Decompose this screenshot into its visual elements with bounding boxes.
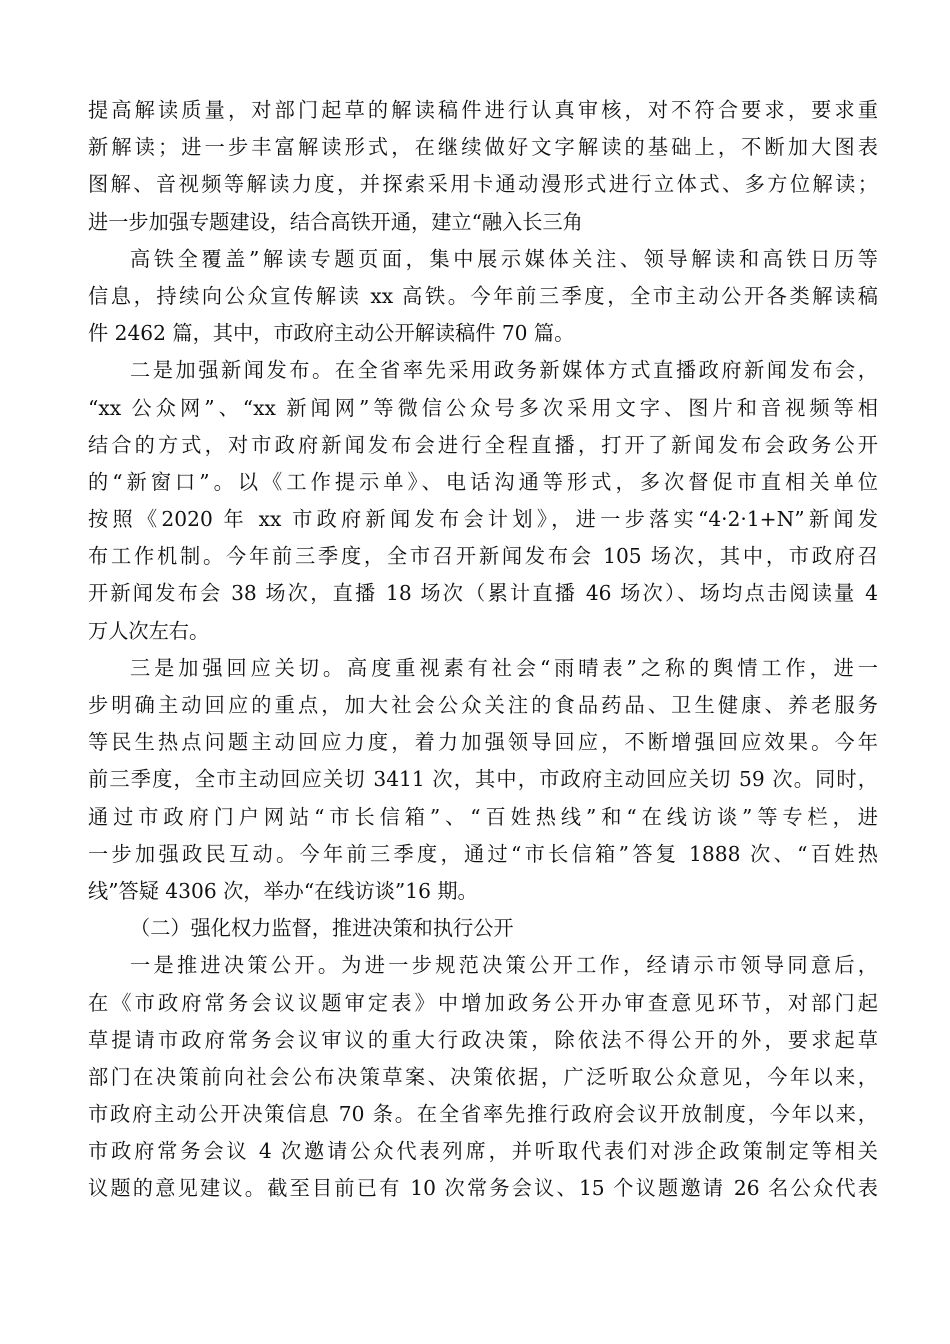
text-line: 布工作机制。今年前三季度，全市召开新闻发布会 105 场次，其中，市政府召: [88, 544, 878, 569]
text-line: 线”答疑 4306 次，举办“在线访谈”16 期。: [88, 878, 478, 903]
text-line: 结合的方式，对市政府新闻发布会进行全程直播，打开了新闻发布会政务公开: [88, 432, 878, 457]
text-line: 市政府主动公开决策信息 70 条。在全省率先推行政府会议开放制度，今年以来，: [88, 1102, 878, 1127]
text-line: 部门在决策前向社会公布决策草案、决策依据，广泛听取公众意见，今年以来，: [88, 1064, 878, 1089]
text-line: 开新闻发布会 38 场次，直播 18 场次（累计直播 46 场次）、场均点击阅读量 4: [88, 581, 878, 606]
text-line: 步明确主动回应的重点，加大社会公众关注的食品药品、卫生健康、养老服务: [88, 693, 878, 717]
text-line: （二）强化权力监督，推进决策和执行公开: [130, 916, 514, 941]
text-line: 一是推进决策公开。为进一步规范决策公开工作，经请示市领导同意后，: [130, 953, 878, 978]
text-line: 进一步加强专题建设，结合高铁开通，建立“融入长三角: [88, 209, 583, 234]
text-line: 三是加强回应关切。高度重视素有社会“雨晴表”之称的舆情工作，进一: [130, 655, 878, 680]
text-line: 新解读；进一步丰富解读形式，在继续做好文字解读的基础上，不断加大图表: [88, 135, 878, 160]
text-line: 二是加强新闻发布。在全省率先采用政务新媒体方式直播政府新闻发布会，: [130, 358, 878, 383]
text-line: 通过市政府门户网站“市长信箱”、“百姓热线”和“在线访谈”等专栏，进: [88, 804, 878, 829]
document-body: [88, 92, 878, 1208]
text-line: 的“新窗口”。以《工作提示单》、电话沟通等形式，多次督促市直相关单位: [88, 469, 878, 494]
text-line: 议题的意见建议。截至目前已有 10 次常务会议、15 个议题邀请 26 名公众代表: [88, 1176, 878, 1201]
text-line: 高铁全覆盖”解读专题页面，集中展示媒体关注、领导解读和高铁日历等: [130, 246, 878, 271]
text-line: 市政府常务会议 4 次邀请公众代表列席，并听取代表们对涉企政策制定等相关: [88, 1139, 878, 1164]
text-line: 前三季度，全市主动回应关切 3411 次，其中，市政府主动回应关切 59 次。同时，: [88, 767, 878, 792]
text-line: 图解、音视频等解读力度，并探索采用卡通动漫形式进行立体式、多方位解读；: [88, 172, 878, 197]
text-line: “xx 公众网”、“xx 新闻网”等微信公众号多次采用文字、图片和音视频等相: [88, 395, 878, 420]
text-line: 按照《2020 年 xx 市政府新闻发布会计划》，进一步落实“4·2·1+N”新闻发: [88, 507, 878, 532]
text-line: 提高解读质量，对部门起草的解读稿件进行认真审核，对不符合要求，要求重: [88, 98, 878, 122]
text-line: 件 2462 篇，其中，市政府主动公开解读稿件 70 篇。: [88, 321, 575, 346]
text-line: 信息，持续向公众宣传解读 xx 高铁。今年前三季度，全市主动公开各类解读稿: [88, 283, 878, 308]
text-line: 等民生热点问题主动回应力度，着力加强领导回应，不断增强回应效果。今年: [88, 730, 878, 755]
text-line: 草提请市政府常务会议审议的重大行政决策，除依法不得公开的外，要求起草: [88, 1027, 878, 1052]
text-line: 在《市政府常务会议议题审定表》中增加政务公开办审查意见环节，对部门起: [88, 990, 878, 1015]
text-line: 一步加强政民互动。今年前三季度，通过“市长信箱”答复 1888 次、“百姓热: [88, 841, 878, 866]
text-line: 万人次左右。: [88, 618, 210, 643]
